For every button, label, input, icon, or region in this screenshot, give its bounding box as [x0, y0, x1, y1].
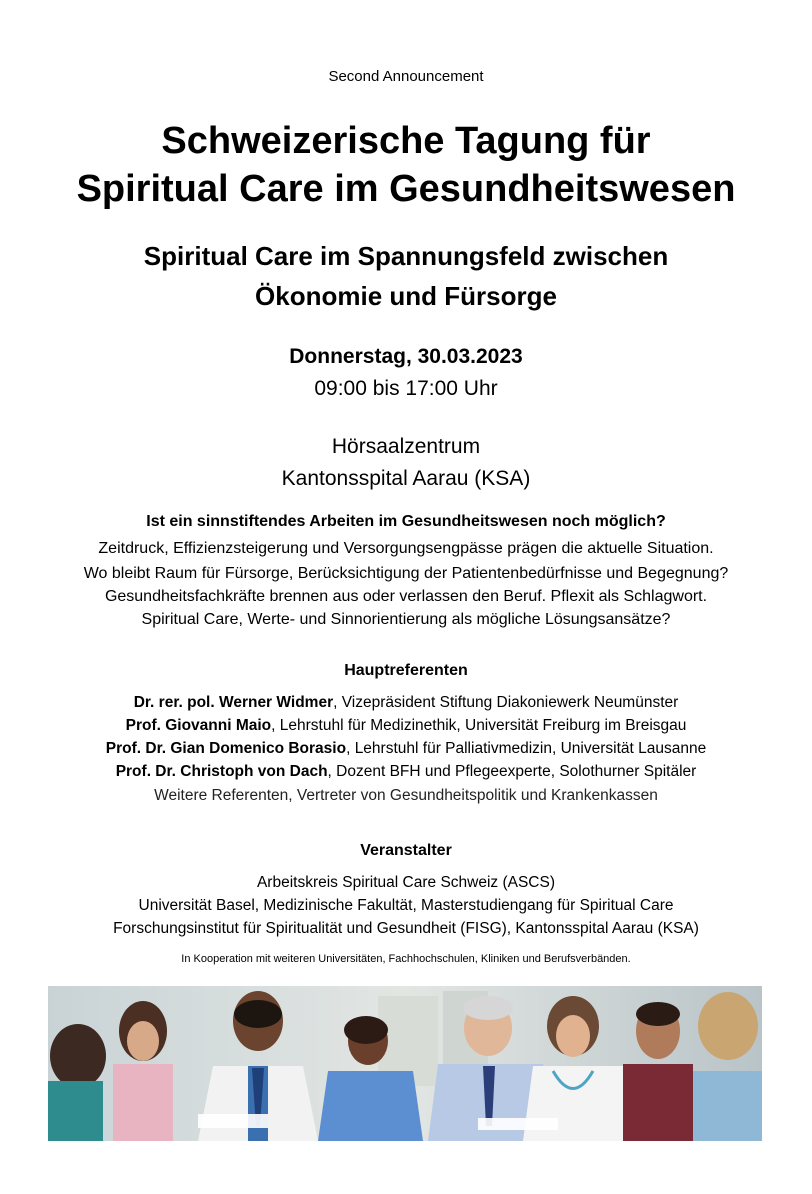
speaker-item: [0, 740, 812, 758]
speakers-heading: Hauptreferenten: [344, 662, 468, 679]
intro-line: Spiritual Care, Werte- und Sinnorientierung als mögliche Lösungsansätze?: [141, 611, 671, 628]
speakers-more: Weitere Referenten, Vertreter von Gesundheitspolitik und Krankenkassen: [154, 787, 658, 804]
speaker-name: Prof. Dr. Christoph von Dach: [115, 763, 328, 780]
speaker-name: Prof. Giovanni Maio: [125, 717, 272, 734]
cooperation-note: In Kooperation mit weiteren Universitäten, Fachhochschulen, Kliniken und Berufsverbänden.: [181, 953, 631, 965]
venue-hospital: Kantonsspital Aarau (KSA): [281, 467, 531, 490]
speaker-role: , Lehrstuhl für Medizinethik, Universität Freiburg im Breisgau: [271, 717, 687, 734]
organizer-line: Universität Basel, Medizinische Fakultät, Masterstudiengang für Spiritual Care: [138, 897, 674, 914]
venue-name: Hörsaalzentrum: [331, 435, 481, 458]
intro-line: Gesundheitsfachkräfte brennen aus oder verlassen den Beruf. Pflexit als Schlagwort.: [104, 588, 708, 605]
announcement-label: Second Announcement: [328, 68, 484, 85]
event-date: Donnerstag, 30.03.2023: [289, 345, 523, 368]
title-line-2: Spiritual Care im Gesundheitswesen: [76, 168, 736, 210]
intro-line: Wo bleibt Raum für Fürsorge, Berücksichtigung der Patientenbedürfnisse und Begegnung?: [83, 565, 729, 582]
speaker-item: [0, 717, 812, 735]
intro-question: Ist ein sinnstiftendes Arbeiten im Gesundheitswesen noch möglich?: [146, 513, 666, 530]
organizer-line: Forschungsinstitut für Spiritualität und Gesundheit (FISG), Kantonsspital Aarau (KSA): [113, 920, 699, 937]
speaker-name: Prof. Dr. Gian Domenico Borasio: [105, 740, 347, 757]
title-line-1: Schweizerische Tagung für: [161, 120, 651, 162]
subtitle-line-2: Ökonomie und Fürsorge: [255, 281, 557, 311]
healthcare-team-photo: [48, 986, 762, 1141]
intro-line: Zeitdruck, Effizienzsteigerung und Versorgungsengpässe prägen die aktuelle Situation.: [98, 540, 714, 557]
subtitle-line-1: Spiritual Care im Spannungsfeld zwischen: [143, 241, 669, 271]
speaker-item: [0, 763, 812, 781]
speaker-role: , Lehrstuhl für Palliativmedizin, Universität Lausanne: [346, 740, 707, 757]
speaker-item: [0, 694, 812, 712]
speaker-role: , Vizepräsident Stiftung Diakoniewerk Neumünster: [333, 694, 679, 711]
photo-illustration: [48, 986, 762, 1141]
organizer-line: Arbeitskreis Spiritual Care Schweiz (ASCS): [256, 874, 556, 891]
event-time: 09:00 bis 17:00 Uhr: [314, 377, 498, 400]
organizers-heading: Veranstalter: [360, 842, 452, 859]
speaker-role: , Dozent BFH und Pflegeexperte, Solothurner Spitäler: [327, 763, 697, 780]
speaker-name: Dr. rer. pol. Werner Widmer: [133, 694, 334, 711]
